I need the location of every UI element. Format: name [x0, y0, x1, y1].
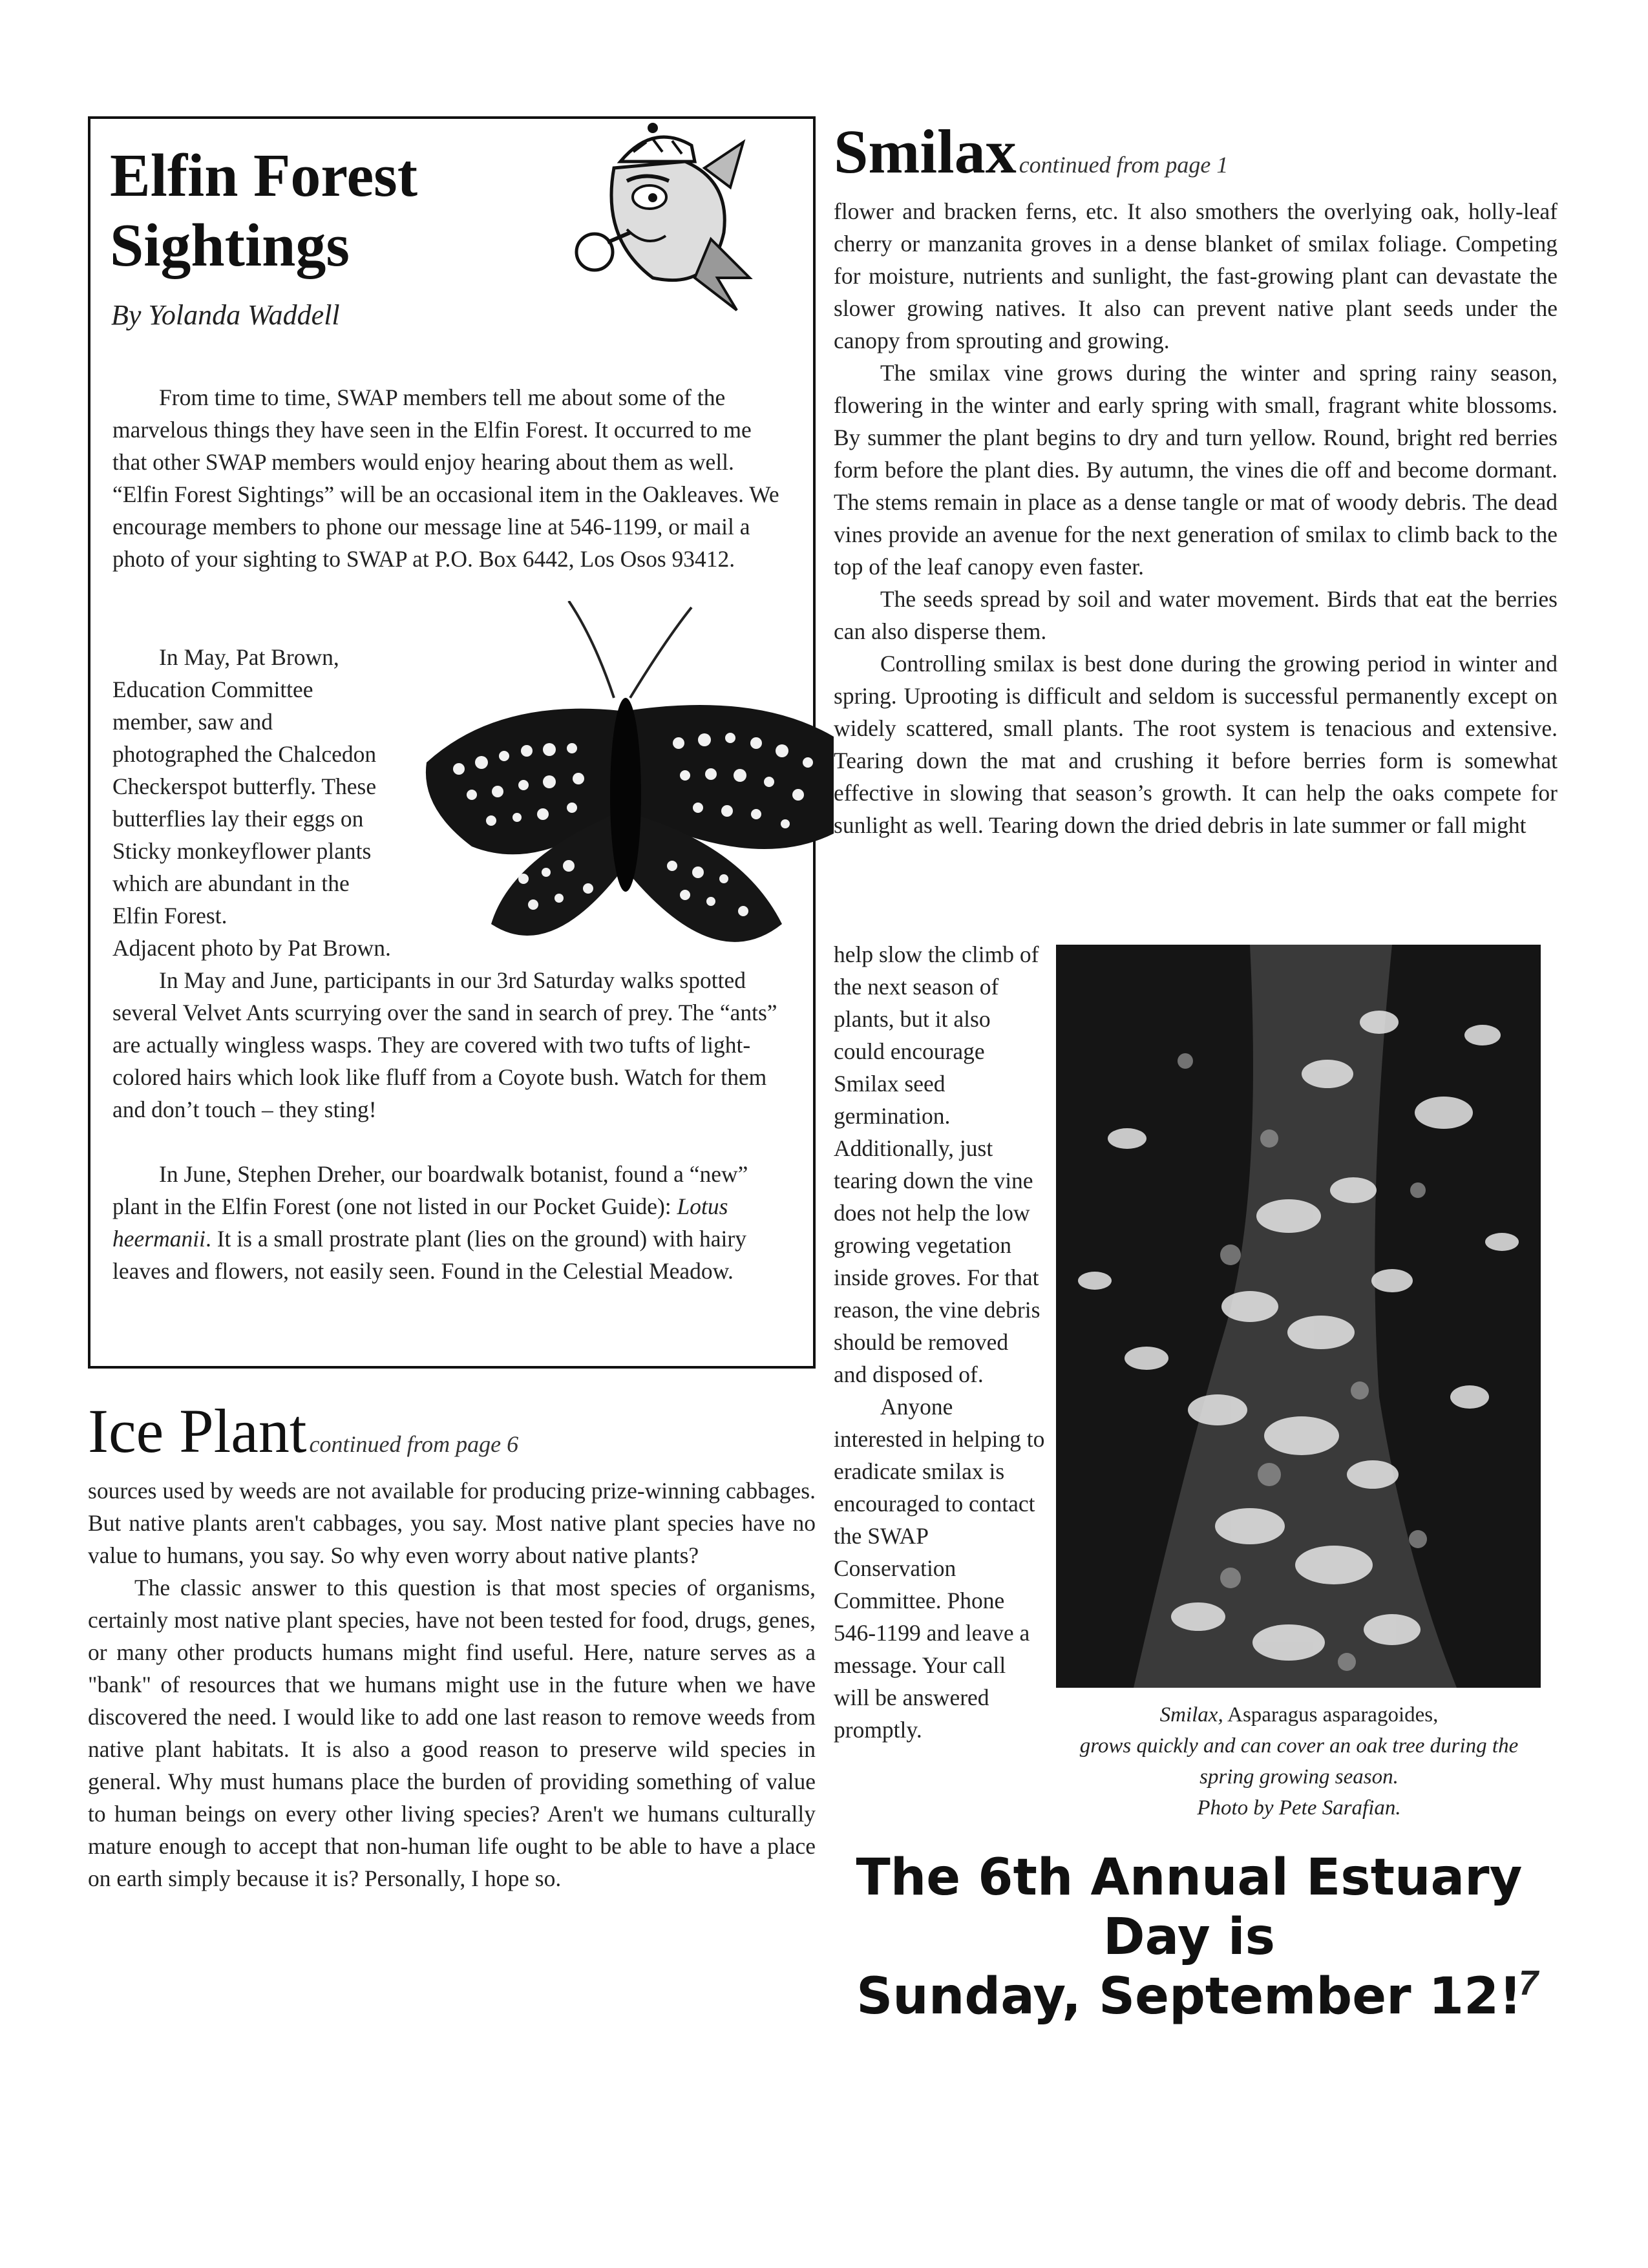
estuary-day-banner [834, 1848, 1545, 2026]
sightings-paragraph-1: From time to time, SWAP members tell me about some of the marvelous things they have seen in the Elfin Forest. It occurred to me that other SWAP members would enjoy hearing about them as well. “Elfin Forest Sightings” will be an occasional item in the Oakleaves. We encourage members to phone our message line at 546-1199, or mail a photo of your sighting to SWAP at P.O. Box 6442, Los Osos 93412. [112, 384, 779, 572]
iceplant-paragraph-2: The classic answer to this question is that most species of organisms, certainly most native plant species, have not been tested for food, drugs, genes, or many other products humans might find useful. Here, nature serves as a "bank" of resources that we humans might use in the future when we have discovered the need. I would like to add one last reason to remove weeds from native plant habitats. It is also a good reason to preserve wild species in general. Why must humans place the burden of providing something of value to human beings on every other living species? Aren't we humans culturally mature enough to accept that non-human life ought to be able to have a place on earth simply because it is? Personally, I hope so. [88, 1575, 816, 1891]
smilax-heading [834, 116, 1228, 187]
smilax-paragraph-4: Controlling smilax is best done during the growing period in winter and spring. Uprooting is difficult and seldom is successful permanently except on widely scattered, small plants. The root system is tenacious and extensive. Tearing down the mat and crushing it before berries form is somewhat effective in slowing that season’s growth. It can help the oaks compete for sunlight as well. Tearing down the dried debris in late summer or fall might [834, 651, 1558, 838]
iceplant-body [88, 1475, 816, 1895]
iceplant-paragraph-1: sources used by weeds are not available for producing prize-winning cabbages. But native plants aren't cabbages, you say. Most native plant species have no value to humans, you say. So why even worry about native plants? [88, 1478, 816, 1568]
smilax-paragraph-3: The seeds spread by soil and water movement. Birds that eat the berries can also disperse them. [834, 586, 1558, 644]
smilax-title: Smilax [834, 117, 1017, 186]
smilax-paragraph-4-continued: help slow the climb of the next season of plants, but it also could encourage Smilax seed germination. Additionally, just tearing down the vine does not help the low growing vegetation inside groves. For that reason, the vine debris should be removed and disposed of. [834, 941, 1041, 1387]
smilax-body-narrow [834, 938, 1047, 1746]
photo-credit-butterfly: Adjacent photo by Pat Brown. [112, 935, 391, 961]
caption-description: grows quickly and can cover an oak tree during the spring growing season. [1079, 1734, 1519, 1789]
caption-photo-credit: Photo by Pete Sarafian. [1197, 1796, 1401, 1820]
smilax-paragraph-2: The smilax vine grows during the winter and spring rainy season, flowering in the winter and early spring with small, fragrant white blossoms. By summer the plant begins to dry and turn yellow. Round, bright red berries form before the plant dies. By autumn, the vines die off and become dormant. The stems remain in place as a dense tangle or mat of woody debris. The dead vines provide an avenue for the next generation of smilax to climb back to the top of the leaf canopy even faster. [834, 360, 1558, 580]
sightings-paragraph-3: In May and June, participants in our 3rd Saturday walks spotted several Velvet Ants scurrying over the sand in search of prey. The “ants” are actually wingless wasps. They are covered with two tufts of light-colored hairs which look like fluff from a Coyote bush. Watch for them and don’t touch – they sting! [112, 967, 777, 1122]
iceplant-continued-note: continued from page 6 [309, 1431, 519, 1457]
sightings-byline: By Yolanda Waddell [111, 299, 340, 331]
smilax-paragraph-5: Anyone interested in helping to eradicate smilax is encouraged to contact the SWAP Conservation Committee. Phone 546-1199 and leave a message. Your call will be answered promptly. [834, 1394, 1045, 1743]
checkerspot-butterfly-photo [420, 601, 834, 1002]
smilax-photo-caption [1060, 1699, 1538, 1823]
sightings-paragraph-2: In May, Pat Brown, Education Committee member, saw and photographed the Chalcedon Checkerspot butterfly. These butterflies lay their eggs on Sticky monkeyflower plants which are abundant in the Elfin Forest. [112, 644, 377, 929]
p4-end: . It is a small prostrate plant (lies on the ground) with hairy leaves and flowers, not easily seen. Found in the Celestial Meadow. [112, 1226, 746, 1284]
caption-smilax: Smilax, [1159, 1703, 1223, 1727]
page-number: 7 [1519, 1964, 1539, 2002]
detective-mascot-illustration [556, 116, 769, 317]
iceplant-title: Ice Plant [88, 1396, 307, 1465]
iceplant-heading [88, 1396, 518, 1467]
smilax-vine-photo [1056, 945, 1541, 1688]
banner-line-1: The 6th Annual Estuary Day is [856, 1849, 1523, 1966]
banner-line-2: Sunday, September 12! [856, 1968, 1522, 2026]
caption-species: Asparagus asparagoides, [1223, 1703, 1439, 1727]
smilax-continued-note: continued from page 1 [1019, 152, 1229, 178]
smilax-paragraph-1: flower and bracken ferns, etc. It also smothers the overlying oak, holly-leaf cherry or manzanita groves in a dense blanket of smilax foliage. Competing for moisture, nutrients and sunlight, the fast-growing plant can devastate the slower growing natives. It also can prevent native plant seeds under the canopy from sprouting and growing. [834, 198, 1558, 353]
sightings-paragraph-4 [112, 1158, 791, 1287]
sightings-title: Elfin Forest Sightings [110, 142, 418, 279]
p4-start: In June, Stephen Dreher, our boardwalk botanist, found a “new” plant in the Elfin Forest (one not listed in our Pocket Guide): [112, 1161, 748, 1219]
smilax-body [834, 195, 1558, 841]
lotus-species-name: Lotus heermanii [112, 1193, 728, 1252]
